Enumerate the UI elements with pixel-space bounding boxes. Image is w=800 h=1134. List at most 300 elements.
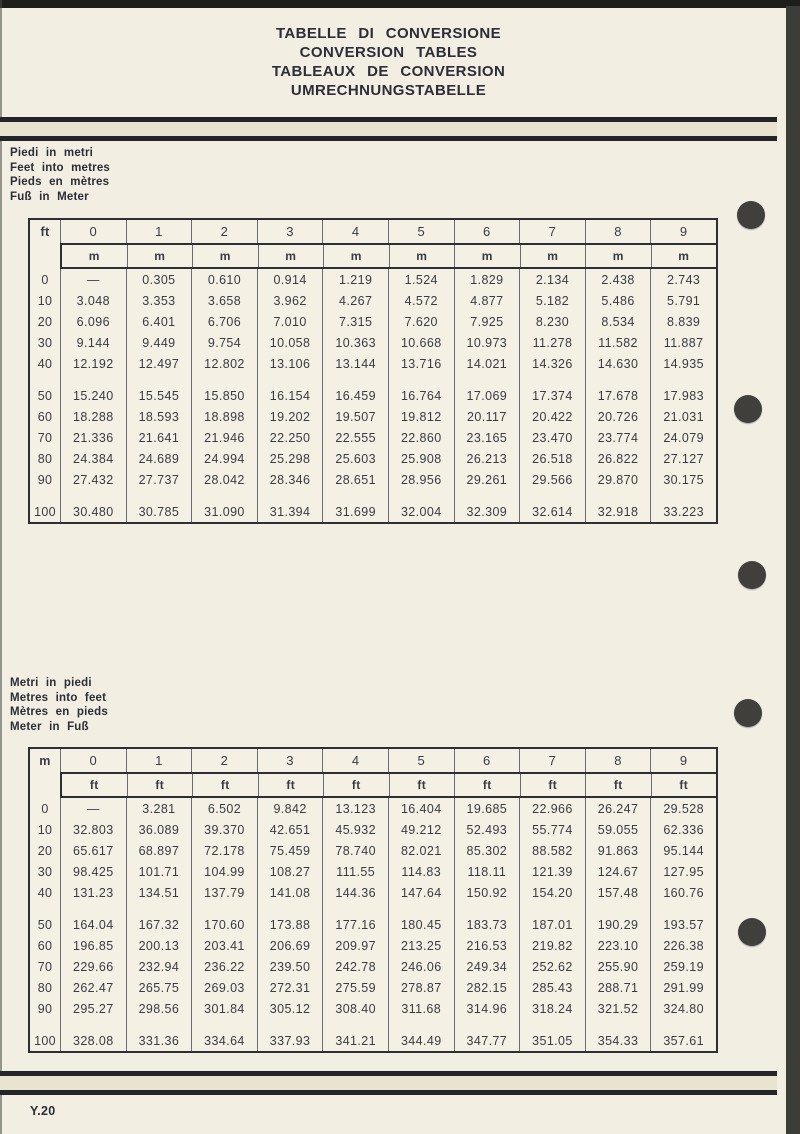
table-row <box>30 385 716 406</box>
value-cell: 170.60 <box>191 914 257 935</box>
value-cell: 183.73 <box>454 914 520 935</box>
value-cell: 10.973 <box>454 332 520 353</box>
value-cell: 23.470 <box>519 427 585 448</box>
value-cell: 104.99 <box>191 861 257 882</box>
value-cell: 19.202 <box>257 406 323 427</box>
value-cell: 30.175 <box>650 469 716 490</box>
column-header: 3 <box>257 220 323 243</box>
page-number: Y.20 <box>30 1104 56 1118</box>
column-header: 5 <box>388 749 454 772</box>
value-cell: 32.614 <box>519 501 585 522</box>
value-cell: 0.610 <box>191 269 257 290</box>
value-cell: 150.92 <box>454 882 520 903</box>
value-cell: 196.85 <box>60 935 126 956</box>
gap-cell <box>191 490 257 501</box>
value-cell: 226.38 <box>650 935 716 956</box>
row-label: 0 <box>41 801 49 816</box>
row-label: 40 <box>37 356 53 371</box>
page-left-edge <box>0 0 2 1134</box>
value-cell: 252.62 <box>519 956 585 977</box>
caption-line: Mètres en pieds <box>10 706 108 718</box>
value-cell: 1.524 <box>388 269 454 290</box>
value-cell: 118.11 <box>454 861 520 882</box>
value-cell: 65.617 <box>60 840 126 861</box>
gap-cell <box>454 374 520 385</box>
gap-cell <box>257 374 323 385</box>
value-cell: 3.048 <box>60 290 126 311</box>
gap-cell <box>30 490 60 501</box>
value-cell: 187.01 <box>519 914 585 935</box>
gap-cell <box>650 903 716 914</box>
value-cell: 101.71 <box>126 861 192 882</box>
row-label: 0 <box>41 272 49 287</box>
value-cell: 6.401 <box>126 311 192 332</box>
table-gap-row <box>30 490 716 501</box>
value-cell: 160.76 <box>650 882 716 903</box>
value-cell: 49.212 <box>388 819 454 840</box>
value-cell: 26.213 <box>454 448 520 469</box>
value-cell: 6.096 <box>60 311 126 332</box>
value-cell: 272.31 <box>257 977 323 998</box>
value-cell: 14.935 <box>650 353 716 374</box>
punch-hole <box>737 201 765 229</box>
caption-line: Fuß in Meter <box>10 190 89 203</box>
value-cell: 0.305 <box>126 269 192 290</box>
table-row <box>30 998 716 1019</box>
value-cell: 216.53 <box>454 935 520 956</box>
value-cell: 22.250 <box>257 427 323 448</box>
value-cell: 21.031 <box>650 406 716 427</box>
gap-cell <box>257 903 323 914</box>
value-cell: 1.829 <box>454 269 520 290</box>
gap-cell <box>322 903 388 914</box>
value-cell: 10.668 <box>388 332 454 353</box>
value-cell: 344.49 <box>388 1030 454 1051</box>
caption-line: Piedi in metri <box>10 147 94 159</box>
table-gap-row <box>30 1019 716 1030</box>
value-cell: 14.021 <box>454 353 520 374</box>
value-cell: 291.99 <box>650 977 716 998</box>
value-cell: 114.83 <box>388 861 454 882</box>
row-label: 20 <box>37 314 53 329</box>
table-caption-feet-to-metres <box>10 146 110 204</box>
value-cell: 24.079 <box>650 427 716 448</box>
value-cell: 318.24 <box>519 998 585 1019</box>
unit-cell: m <box>520 245 586 267</box>
value-cell: 124.67 <box>585 861 651 882</box>
gap-cell <box>126 490 192 501</box>
unit-cell: ft <box>454 774 520 796</box>
unit-cell: m <box>323 245 389 267</box>
value-cell: 282.15 <box>454 977 520 998</box>
column-header: 4 <box>322 220 388 243</box>
column-header: 0 <box>60 220 126 243</box>
value-cell: 22.860 <box>388 427 454 448</box>
column-header: 8 <box>585 220 651 243</box>
value-cell: 17.678 <box>585 385 651 406</box>
value-cell: 29.566 <box>519 469 585 490</box>
value-cell: 4.572 <box>388 290 454 311</box>
value-cell: 88.582 <box>519 840 585 861</box>
value-cell: 45.932 <box>322 819 388 840</box>
value-cell: 5.486 <box>585 290 651 311</box>
table-row <box>30 501 716 522</box>
gap-cell <box>191 1019 257 1030</box>
punch-hole <box>734 395 762 423</box>
value-cell: 24.384 <box>60 448 126 469</box>
value-cell: 10.363 <box>322 332 388 353</box>
value-cell: 2.743 <box>650 269 716 290</box>
value-cell: 16.459 <box>322 385 388 406</box>
value-cell: 15.240 <box>60 385 126 406</box>
column-header: 2 <box>191 749 257 772</box>
value-cell: 341.21 <box>322 1030 388 1051</box>
value-cell: 259.19 <box>650 956 716 977</box>
value-cell: 141.08 <box>257 882 323 903</box>
table-row <box>30 840 716 861</box>
value-cell: 2.134 <box>519 269 585 290</box>
row-unit-header: ft <box>40 224 50 239</box>
value-cell: 10.058 <box>257 332 323 353</box>
value-cell: 288.71 <box>585 977 651 998</box>
row-label: 30 <box>37 335 53 350</box>
value-cell: 262.47 <box>60 977 126 998</box>
value-cell: 17.374 <box>519 385 585 406</box>
unit-cell: ft <box>258 774 324 796</box>
row-unit-header: m <box>39 753 51 768</box>
value-cell: 18.288 <box>60 406 126 427</box>
table-row <box>30 448 716 469</box>
column-header: 8 <box>585 749 651 772</box>
table-row <box>30 353 716 374</box>
table-row <box>30 269 716 290</box>
value-cell: 20.117 <box>454 406 520 427</box>
gap-cell <box>60 1019 126 1030</box>
conversion-table-metres-to-feet <box>28 747 718 1053</box>
value-cell: 27.432 <box>60 469 126 490</box>
gap-cell <box>60 490 126 501</box>
row-label: 100 <box>34 504 56 519</box>
value-cell: 24.689 <box>126 448 192 469</box>
value-cell: 78.740 <box>322 840 388 861</box>
value-cell: 8.534 <box>585 311 651 332</box>
value-cell: — <box>60 798 126 819</box>
column-header: 1 <box>126 749 192 772</box>
value-cell: 5.182 <box>519 290 585 311</box>
value-cell: 137.79 <box>191 882 257 903</box>
gap-cell <box>519 490 585 501</box>
value-cell: 13.144 <box>322 353 388 374</box>
value-cell: 9.144 <box>60 332 126 353</box>
unit-cell: m <box>651 245 717 267</box>
column-header: 9 <box>650 220 716 243</box>
value-cell: 27.737 <box>126 469 192 490</box>
value-cell: 13.716 <box>388 353 454 374</box>
value-cell: 1.219 <box>322 269 388 290</box>
value-cell: 232.94 <box>126 956 192 977</box>
value-cell: 27.127 <box>650 448 716 469</box>
value-cell: 147.64 <box>388 882 454 903</box>
value-cell: 236.22 <box>191 956 257 977</box>
value-cell: 24.994 <box>191 448 257 469</box>
unit-cell: m <box>88 249 100 263</box>
value-cell: 321.52 <box>585 998 651 1019</box>
value-cell: 36.089 <box>126 819 192 840</box>
value-cell: 11.582 <box>585 332 651 353</box>
gap-cell <box>650 490 716 501</box>
table-row <box>30 977 716 998</box>
value-cell: 21.946 <box>191 427 257 448</box>
value-cell: 25.603 <box>322 448 388 469</box>
value-cell: 127.95 <box>650 861 716 882</box>
row-label: 10 <box>37 822 53 837</box>
column-header: 9 <box>650 749 716 772</box>
value-cell: 12.802 <box>191 353 257 374</box>
page-title-line: UMRECHNUNGSTABELLE <box>290 82 487 99</box>
value-cell: 3.353 <box>126 290 192 311</box>
value-cell: 75.459 <box>257 840 323 861</box>
value-cell: 18.898 <box>191 406 257 427</box>
value-cell: 19.685 <box>454 798 520 819</box>
value-cell: 180.45 <box>388 914 454 935</box>
value-cell: 249.34 <box>454 956 520 977</box>
gap-cell <box>454 490 520 501</box>
value-cell: 32.803 <box>60 819 126 840</box>
unit-cell: ft <box>127 774 193 796</box>
value-cell: 324.80 <box>650 998 716 1019</box>
row-label: 60 <box>37 409 53 424</box>
punch-hole <box>738 561 766 589</box>
divider-rule-bottom <box>0 1071 777 1095</box>
gap-cell <box>126 374 192 385</box>
value-cell: 219.82 <box>519 935 585 956</box>
column-header: 6 <box>454 749 520 772</box>
value-cell: 55.774 <box>519 819 585 840</box>
column-header: 5 <box>388 220 454 243</box>
value-cell: 9.449 <box>126 332 192 353</box>
unit-cell: m <box>192 245 258 267</box>
row-label: 90 <box>37 472 53 487</box>
value-cell: 298.56 <box>126 998 192 1019</box>
value-cell: 26.822 <box>585 448 651 469</box>
value-cell: 22.555 <box>322 427 388 448</box>
gap-cell <box>454 1019 520 1030</box>
value-cell: 6.706 <box>191 311 257 332</box>
page-title-line: TABELLE DI CONVERSIONE <box>275 25 502 42</box>
gap-cell <box>322 490 388 501</box>
value-cell: 15.545 <box>126 385 192 406</box>
gap-cell <box>126 1019 192 1030</box>
binder-edge-strip <box>786 6 800 1134</box>
value-cell: 337.93 <box>257 1030 323 1051</box>
unit-cell: ft <box>520 774 586 796</box>
table-gap-row <box>30 903 716 914</box>
value-cell: 301.84 <box>191 998 257 1019</box>
value-cell: 17.069 <box>454 385 520 406</box>
value-cell: 311.68 <box>388 998 454 1019</box>
value-cell: 32.309 <box>454 501 520 522</box>
value-cell: 72.178 <box>191 840 257 861</box>
page-title <box>0 24 777 100</box>
caption-line: Feet into metres <box>10 161 111 174</box>
unit-cell: m <box>258 245 324 267</box>
value-cell: 278.87 <box>388 977 454 998</box>
value-cell: 0.914 <box>257 269 323 290</box>
value-cell: 9.842 <box>257 798 323 819</box>
value-cell: 308.40 <box>322 998 388 1019</box>
value-cell: 255.90 <box>585 956 651 977</box>
value-cell: 16.404 <box>388 798 454 819</box>
page-title-line: TABLEAUX DE CONVERSION <box>271 63 506 80</box>
value-cell: 7.315 <box>322 311 388 332</box>
gap-cell <box>650 1019 716 1030</box>
row-label: 100 <box>34 1033 56 1048</box>
value-cell: 18.593 <box>126 406 192 427</box>
value-cell: 3.281 <box>126 798 192 819</box>
value-cell: 275.59 <box>322 977 388 998</box>
value-cell: 26.518 <box>519 448 585 469</box>
value-cell: — <box>60 269 126 290</box>
gap-cell <box>388 490 454 501</box>
value-cell: 3.658 <box>191 290 257 311</box>
value-cell: 31.699 <box>322 501 388 522</box>
table-units-row <box>60 243 716 269</box>
value-cell: 200.13 <box>126 935 192 956</box>
value-cell: 30.785 <box>126 501 192 522</box>
value-cell: 193.57 <box>650 914 716 935</box>
value-cell: 177.16 <box>322 914 388 935</box>
row-label: 10 <box>37 293 53 308</box>
value-cell: 25.298 <box>257 448 323 469</box>
value-cell: 23.165 <box>454 427 520 448</box>
value-cell: 19.812 <box>388 406 454 427</box>
value-cell: 154.20 <box>519 882 585 903</box>
unit-cell: m <box>585 245 651 267</box>
unit-cell: m <box>454 245 520 267</box>
value-cell: 11.278 <box>519 332 585 353</box>
value-cell: 21.641 <box>126 427 192 448</box>
value-cell: 334.64 <box>191 1030 257 1051</box>
table-row <box>30 427 716 448</box>
value-cell: 29.261 <box>454 469 520 490</box>
value-cell: 30.480 <box>60 501 126 522</box>
value-cell: 32.918 <box>585 501 651 522</box>
value-cell: 16.154 <box>257 385 323 406</box>
table-row <box>30 406 716 427</box>
value-cell: 131.23 <box>60 882 126 903</box>
table-caption-metres-to-feet <box>10 676 108 734</box>
value-cell: 144.36 <box>322 882 388 903</box>
table-row <box>30 798 716 819</box>
value-cell: 5.791 <box>650 290 716 311</box>
value-cell: 108.27 <box>257 861 323 882</box>
value-cell: 242.78 <box>322 956 388 977</box>
caption-line: Metri in piedi <box>10 677 92 689</box>
value-cell: 28.956 <box>388 469 454 490</box>
gap-cell <box>60 374 126 385</box>
value-cell: 31.090 <box>191 501 257 522</box>
value-cell: 16.764 <box>388 385 454 406</box>
divider-rule-top <box>0 117 777 141</box>
gap-cell <box>585 903 651 914</box>
unit-cell: ft <box>89 778 99 792</box>
value-cell: 305.12 <box>257 998 323 1019</box>
value-cell: 26.247 <box>585 798 651 819</box>
unit-cell: ft <box>585 774 651 796</box>
gap-cell <box>519 1019 585 1030</box>
value-cell: 354.33 <box>585 1030 651 1051</box>
value-cell: 167.32 <box>126 914 192 935</box>
table-row <box>30 861 716 882</box>
table-row <box>30 332 716 353</box>
gap-cell <box>126 903 192 914</box>
column-header: 0 <box>60 749 126 772</box>
row-label: 70 <box>37 430 53 445</box>
value-cell: 134.51 <box>126 882 192 903</box>
row-label: 70 <box>37 959 53 974</box>
value-cell: 59.055 <box>585 819 651 840</box>
value-cell: 121.39 <box>519 861 585 882</box>
value-cell: 29.870 <box>585 469 651 490</box>
value-cell: 13.123 <box>322 798 388 819</box>
gap-cell <box>257 1019 323 1030</box>
value-cell: 206.69 <box>257 935 323 956</box>
gap-cell <box>519 903 585 914</box>
value-cell: 20.726 <box>585 406 651 427</box>
page-top-bar <box>0 0 800 8</box>
value-cell: 314.96 <box>454 998 520 1019</box>
caption-line: Meter in Fuß <box>10 720 89 733</box>
value-cell: 203.41 <box>191 935 257 956</box>
gap-cell <box>30 374 60 385</box>
value-cell: 8.230 <box>519 311 585 332</box>
table-header-row <box>30 749 716 772</box>
value-cell: 173.88 <box>257 914 323 935</box>
value-cell: 213.25 <box>388 935 454 956</box>
value-cell: 239.50 <box>257 956 323 977</box>
value-cell: 9.754 <box>191 332 257 353</box>
table-row <box>30 956 716 977</box>
gap-cell <box>454 903 520 914</box>
value-cell: 229.66 <box>60 956 126 977</box>
value-cell: 95.144 <box>650 840 716 861</box>
value-cell: 7.925 <box>454 311 520 332</box>
value-cell: 39.370 <box>191 819 257 840</box>
table-row <box>30 914 716 935</box>
value-cell: 28.651 <box>322 469 388 490</box>
value-cell: 223.10 <box>585 935 651 956</box>
column-header: 7 <box>519 220 585 243</box>
row-label: 30 <box>37 864 53 879</box>
value-cell: 28.346 <box>257 469 323 490</box>
value-cell: 21.336 <box>60 427 126 448</box>
value-cell: 285.43 <box>519 977 585 998</box>
column-header: 2 <box>191 220 257 243</box>
value-cell: 12.497 <box>126 353 192 374</box>
value-cell: 7.010 <box>257 311 323 332</box>
gap-cell <box>322 374 388 385</box>
column-header: 6 <box>454 220 520 243</box>
table-row <box>30 819 716 840</box>
gap-cell <box>60 903 126 914</box>
column-header: 3 <box>257 749 323 772</box>
gap-cell <box>191 903 257 914</box>
row-label: 20 <box>37 843 53 858</box>
gap-cell <box>191 374 257 385</box>
value-cell: 32.004 <box>388 501 454 522</box>
caption-line: Pieds en mètres <box>10 176 110 188</box>
value-cell: 17.983 <box>650 385 716 406</box>
